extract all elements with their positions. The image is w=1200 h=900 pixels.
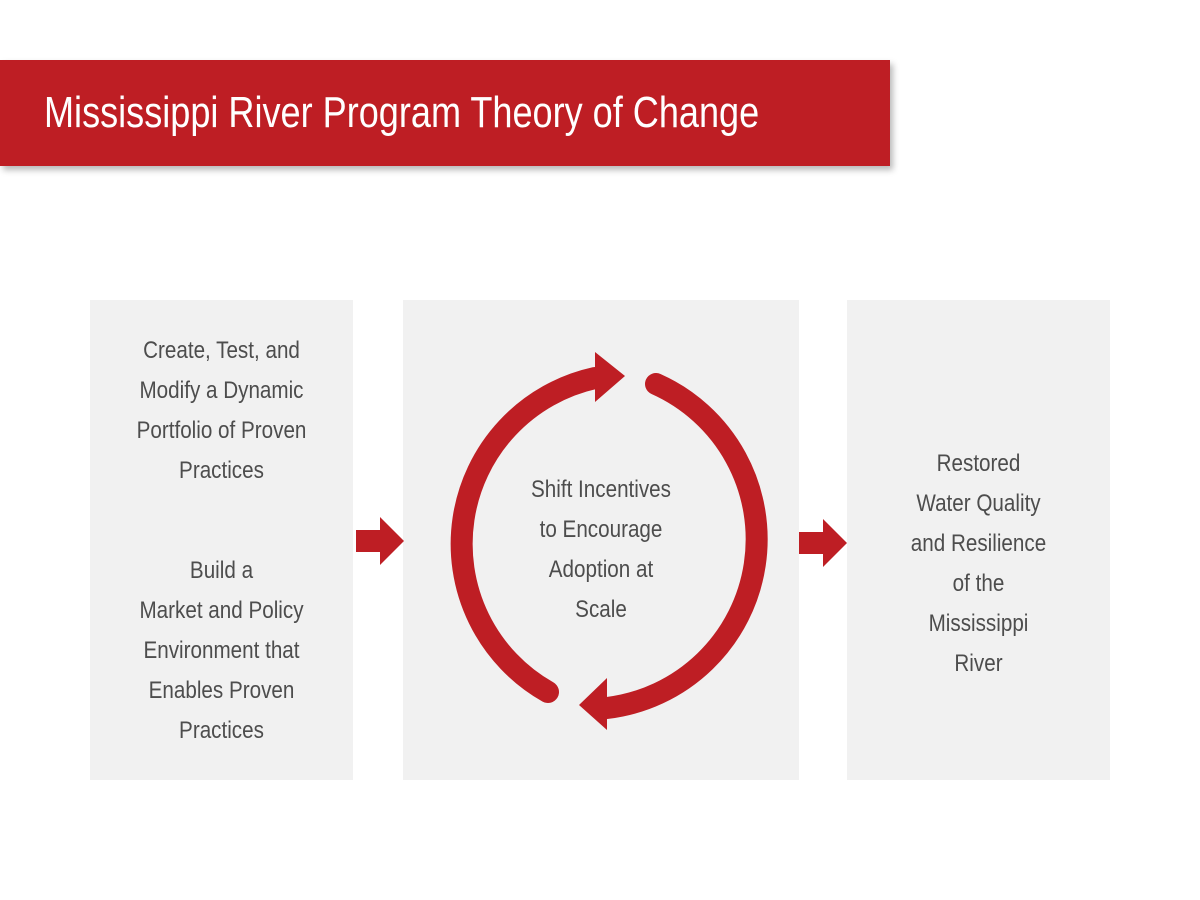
text-line: Mississippi <box>928 610 1029 637</box>
text-line: Build a <box>189 557 254 584</box>
outcome-text <box>847 444 1110 684</box>
title-banner <box>0 60 890 166</box>
text-line: Modify a Dynamic <box>139 377 304 404</box>
text-line: Adoption at <box>548 556 654 583</box>
text-line: Water Quality <box>916 490 1041 517</box>
text-line: Create, Test, and <box>143 337 300 364</box>
text-line: Portfolio of Proven <box>136 417 307 444</box>
text-line: Scale <box>575 596 627 623</box>
shift-incentives-text <box>403 470 799 630</box>
right-arrow-icon <box>799 519 847 567</box>
right-arrow-icon <box>356 517 404 565</box>
page-title: Mississippi River Program Theory of Change <box>44 88 760 137</box>
text-line: Environment that <box>143 637 300 664</box>
text-line: and Resilience <box>910 530 1047 557</box>
text-line: Restored <box>936 450 1021 477</box>
text-line: Shift Incentives <box>531 476 671 503</box>
text-line: Practices <box>179 717 264 744</box>
text-line: Practices <box>179 457 264 484</box>
text-line: Market and Policy <box>139 597 304 624</box>
text-line: to Encourage <box>539 516 663 543</box>
strategy-market-policy-text <box>90 551 353 751</box>
text-line: of the <box>952 570 1005 597</box>
strategy-portfolio-text <box>90 331 353 491</box>
text-line: River <box>954 650 1003 677</box>
text-line: Enables Proven <box>148 677 295 704</box>
